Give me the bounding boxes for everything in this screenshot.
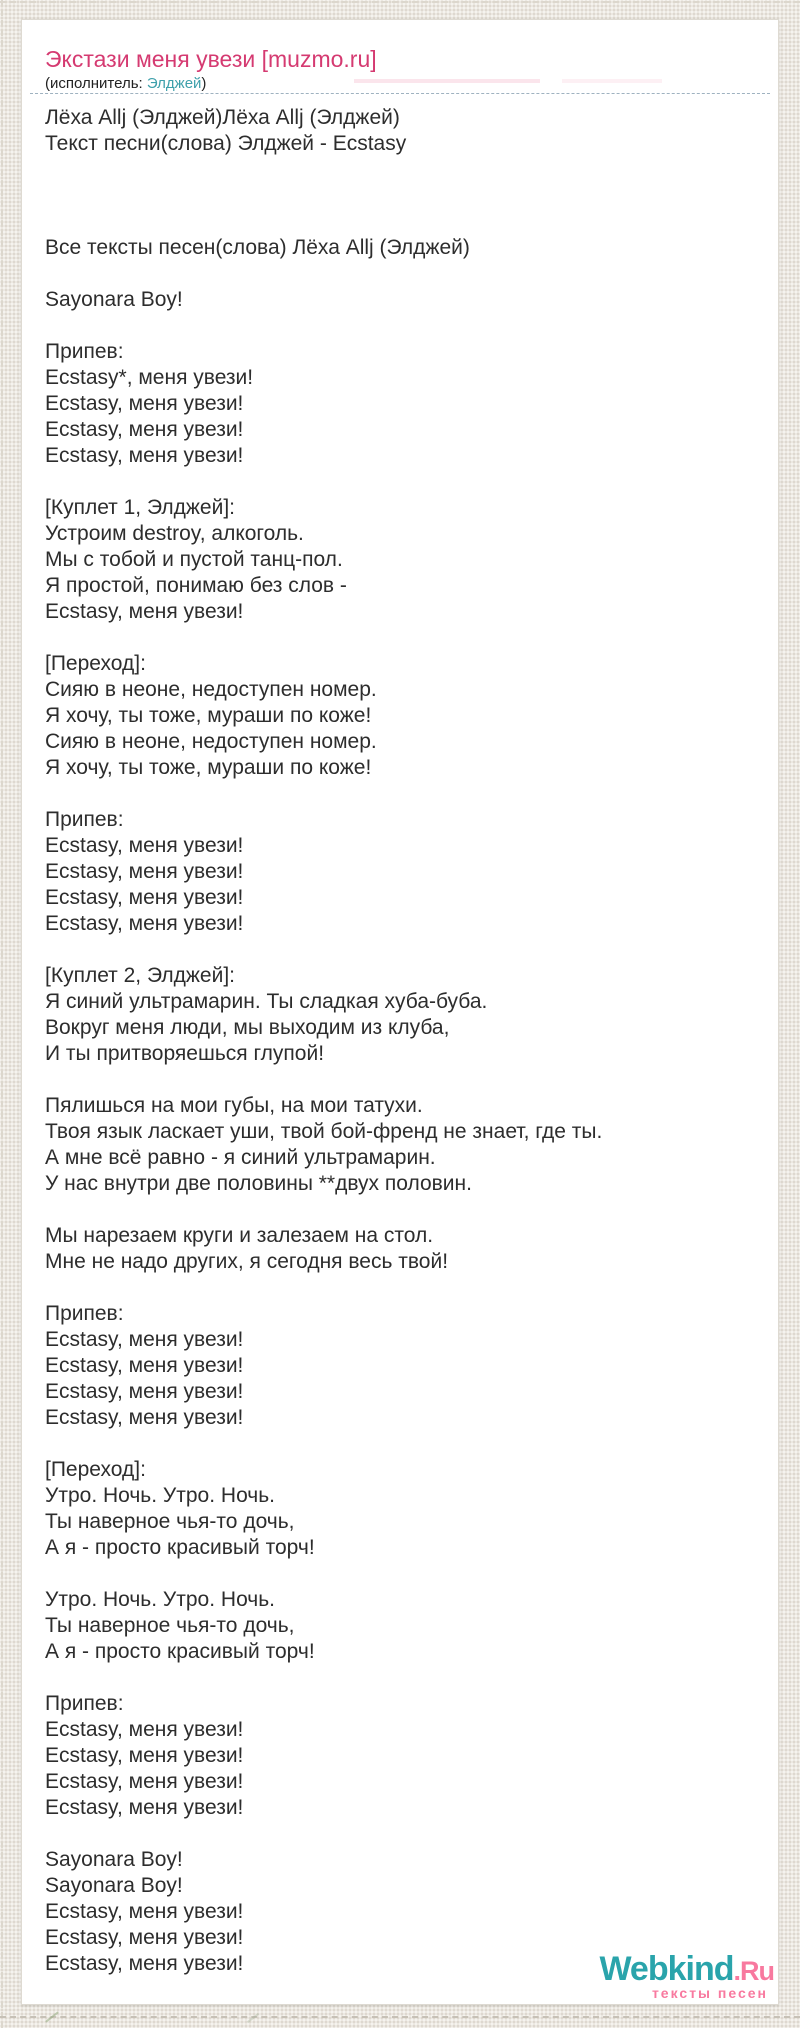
content-card bbox=[21, 19, 779, 2005]
artist-line bbox=[45, 74, 755, 93]
lyric-line bbox=[45, 1665, 755, 1691]
lyric-line: Сияю в неоне, недоступен номер. bbox=[45, 678, 377, 701]
background-seam-top bbox=[0, 1, 800, 3]
lyric-line: Устроим destroy, алкоголь. bbox=[45, 522, 304, 545]
background-seam-bottom bbox=[0, 2016, 800, 2018]
dotted-separator bbox=[30, 93, 770, 94]
lyric-line: Мне не надо других, я сегодня весь твой! bbox=[45, 1250, 449, 1273]
lyric-line bbox=[45, 183, 755, 209]
lyric-line: И ты притворяешься глупой! bbox=[45, 1042, 325, 1065]
lyric-line: Сияю в неоне, недоступен номер. bbox=[45, 730, 377, 753]
lyric-line: Ты наверное чья-то дочь, bbox=[45, 1510, 295, 1533]
lyric-line: Я хочу, ты тоже, мураши по коже! bbox=[45, 756, 372, 779]
lyric-line: Sayonara Boy! bbox=[45, 288, 183, 311]
lyric-line: [Переход]: bbox=[45, 1458, 146, 1481]
lyric-line: А я - просто красивый торч! bbox=[45, 1536, 315, 1559]
webkind-logo[interactable] bbox=[599, 1952, 774, 2001]
lyric-line: Ecstasy, меня увези! bbox=[45, 912, 244, 935]
artist-label-suffix: ) bbox=[201, 75, 207, 92]
lyric-line: Утро. Ночь. Утро. Ночь. bbox=[45, 1588, 276, 1611]
artist-label-prefix: (исполнитель: bbox=[45, 75, 147, 92]
lyric-line: Ты наверное чья-то дочь, bbox=[45, 1614, 295, 1637]
lyric-line: Ecstasy, меня увези! bbox=[45, 418, 244, 441]
lyric-line bbox=[45, 261, 755, 287]
lyric-line: Ecstasy*, меня увези! bbox=[45, 366, 254, 389]
lyric-line bbox=[45, 1197, 755, 1223]
lyric-line bbox=[45, 625, 755, 651]
lyrics-block bbox=[45, 105, 755, 1977]
lyric-line: Ecstasy, меня увези! bbox=[45, 1796, 244, 1819]
lyric-line: Ecstasy, меня увези! bbox=[45, 834, 244, 857]
lyric-line: Припев: bbox=[45, 340, 124, 363]
lyric-line bbox=[45, 781, 755, 807]
lyric-line: Все тексты песен(слова) Лёха Allj (Элджей) bbox=[45, 236, 470, 259]
lyric-line: Ecstasy, меня увези! bbox=[45, 1328, 244, 1351]
lyric-line: Ecstasy, меня увези! bbox=[45, 444, 244, 467]
lyric-line: Ecstasy, меня увези! bbox=[45, 886, 244, 909]
faded-highlight-artifact bbox=[562, 79, 662, 83]
page-title: Экстази меня увези [muzmo.ru] bbox=[45, 46, 377, 72]
lyric-line: Я синий ультрамарин. Ты сладкая хуба-буба. bbox=[45, 990, 488, 1013]
lyric-line: А мне всё равно - я синий ультрамарин. bbox=[45, 1146, 436, 1169]
lyric-line: Припев: bbox=[45, 1692, 124, 1715]
lyric-line bbox=[45, 209, 755, 235]
logo-text-ru: .Ru bbox=[733, 1956, 774, 1986]
lyric-line: Я хочу, ты тоже, мураши по коже! bbox=[45, 704, 372, 727]
logo-tagline: тексты песен bbox=[651, 1985, 768, 2001]
lyric-line: Вокруг меня люди, мы выходим из клуба, bbox=[45, 1016, 450, 1039]
lyric-line: Ecstasy, меня увези! bbox=[45, 860, 244, 883]
lyric-line bbox=[45, 1275, 755, 1301]
lyric-line: У нас внутри две половины **двух половин. bbox=[45, 1172, 472, 1195]
lyric-line: Мы с тобой и пустой танц-пол. bbox=[45, 548, 343, 571]
lyric-line: Утро. Ночь. Утро. Ночь. bbox=[45, 1484, 276, 1507]
faded-highlight-artifact bbox=[354, 79, 540, 83]
lyric-line bbox=[45, 157, 755, 183]
artist-link[interactable]: Элджей bbox=[146, 75, 202, 92]
lyric-line bbox=[45, 1561, 755, 1587]
lyric-line: Sayonara Boy! bbox=[45, 1874, 183, 1897]
lyric-line: [Переход]: bbox=[45, 652, 146, 675]
lyric-line: [Куплет 2, Элджей]: bbox=[45, 964, 236, 987]
lyric-line: Текст песни(слова) Элджей - Ecstasy bbox=[45, 132, 407, 155]
lyric-line: Ecstasy, меня увези! bbox=[45, 600, 244, 623]
lyric-line: А я - просто красивый торч! bbox=[45, 1640, 315, 1663]
lyric-line: Ecstasy, меня увези! bbox=[45, 1952, 244, 1975]
lyric-line: Sayonara Boy! bbox=[45, 1848, 183, 1871]
logo-text-webkind: Webkind bbox=[599, 1950, 734, 1988]
lyric-line: Припев: bbox=[45, 1302, 124, 1325]
lyric-line bbox=[45, 1431, 755, 1457]
background-seam-left bbox=[1, 0, 3, 2028]
lyric-line: [Куплет 1, Элджей]: bbox=[45, 496, 236, 519]
lyric-line: Ecstasy, меня увези! bbox=[45, 1926, 244, 1949]
lyric-line bbox=[45, 1821, 755, 1847]
lyric-line: Ecstasy, меня увези! bbox=[45, 1718, 244, 1741]
lyric-line: Ecstasy, меня увези! bbox=[45, 1744, 244, 1767]
lyric-line bbox=[45, 937, 755, 963]
lyric-line: Пялишься на мои губы, на мои татухи. bbox=[45, 1094, 423, 1117]
lyric-line: Ecstasy, меня увези! bbox=[45, 392, 244, 415]
lyric-line: Лёха Allj (Элджей)Лёха Allj (Элджей) bbox=[45, 106, 400, 129]
lyric-line bbox=[45, 1067, 755, 1093]
lyric-line: Твоя язык ласкает уши, твой бой-френд не знает, где ты. bbox=[45, 1120, 603, 1143]
lyric-line: Ecstasy, меня увези! bbox=[45, 1770, 244, 1793]
lyric-line: Я простой, понимаю без слов - bbox=[45, 574, 347, 597]
lyric-line: Ecstasy, меня увези! bbox=[45, 1380, 244, 1403]
lyric-line bbox=[45, 469, 755, 495]
lyric-line: Припев: bbox=[45, 808, 124, 831]
lyric-line: Ecstasy, меня увези! bbox=[45, 1354, 244, 1377]
lyric-line bbox=[45, 313, 755, 339]
lyric-line: Ecstasy, меня увези! bbox=[45, 1406, 244, 1429]
lyric-line: Ecstasy, меня увези! bbox=[45, 1900, 244, 1923]
background-stitch-tick bbox=[247, 2013, 259, 2023]
lyric-line: Мы нарезаем круги и залезаем на стол. bbox=[45, 1224, 434, 1247]
